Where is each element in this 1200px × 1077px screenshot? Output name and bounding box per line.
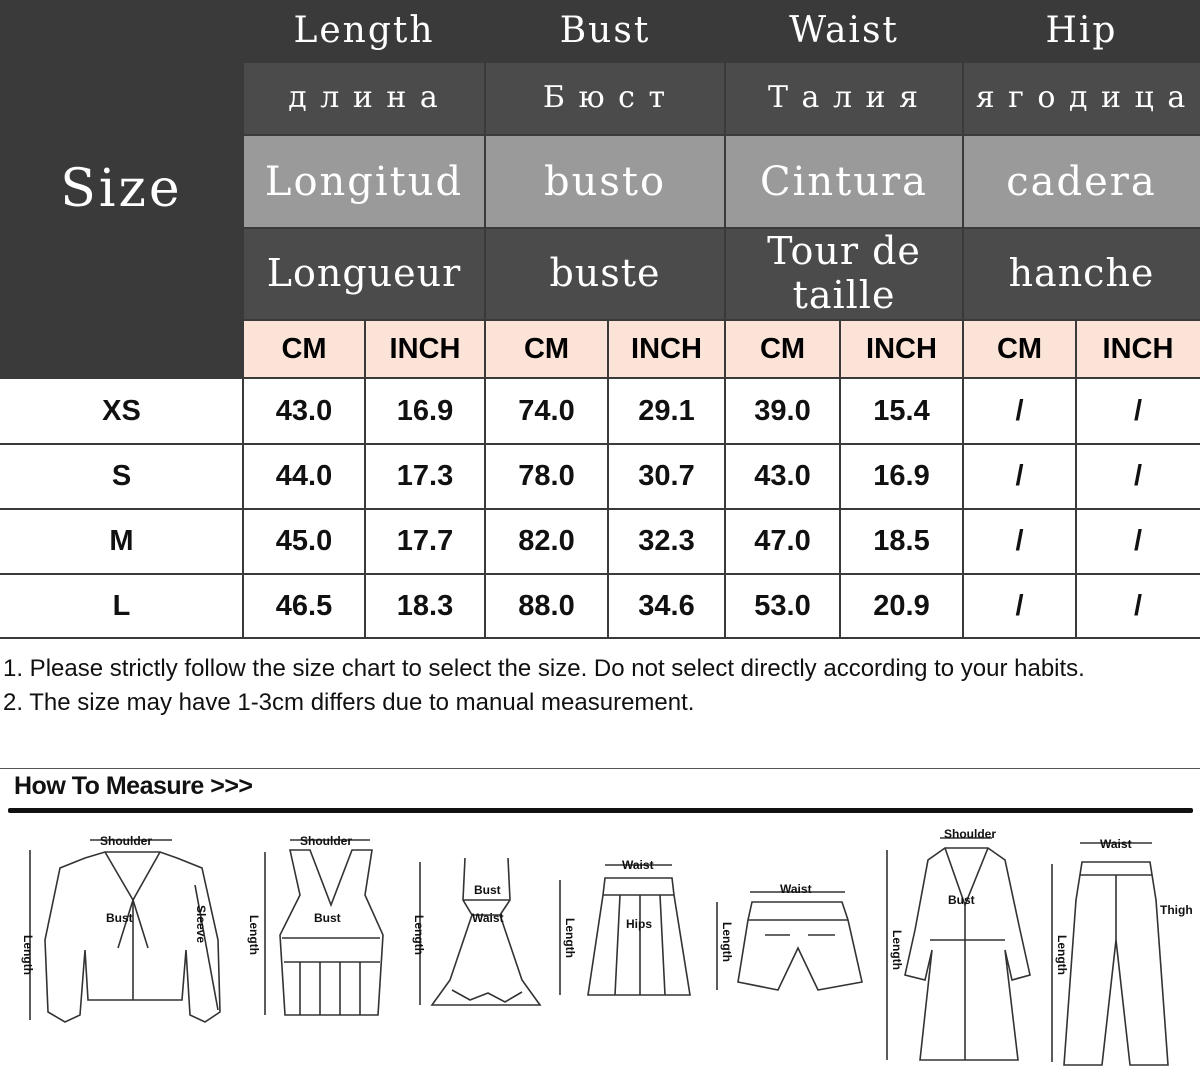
measurement-cell: 46.5 (243, 574, 365, 638)
grid-line (0, 508, 1200, 510)
vest-illustration (280, 850, 383, 1015)
dress-waist-label: Waist (472, 911, 504, 925)
coat-illustration (905, 848, 1030, 1060)
blouse-sleeve-label: Sleeve (194, 905, 208, 944)
size-cell: M (0, 509, 243, 574)
dress-illustration (432, 858, 540, 1005)
coat-length-label: Length (890, 930, 904, 970)
measurement-cell: / (1076, 444, 1200, 509)
measurement-cell: / (1076, 378, 1200, 444)
measurement-cell: 17.3 (365, 444, 485, 509)
measurement-cell: / (963, 378, 1076, 444)
measurement-cell: 74.0 (485, 378, 608, 444)
how-to-measure-illustrations (0, 768, 1200, 1077)
unit-header: INCH (608, 320, 725, 378)
dress-length-label: Length (412, 915, 426, 955)
grid-line (1075, 320, 1077, 638)
measurement-cell: 53.0 (725, 574, 840, 638)
column-fr-header: buste (485, 228, 725, 320)
measurement-cell: / (1076, 574, 1200, 638)
measurement-cell: 88.0 (485, 574, 608, 638)
grid-line (0, 637, 1200, 639)
size-cell: XS (0, 378, 243, 444)
measurement-cell: 18.3 (365, 574, 485, 638)
unit-header: CM (725, 320, 840, 378)
measurement-cell: 45.0 (243, 509, 365, 574)
size-header: Size (0, 0, 243, 378)
jeans-waist-label: Waist (1100, 837, 1132, 851)
grid-line (243, 61, 1200, 63)
column-fr-header: Longueur (243, 228, 485, 320)
measurement-cell: 43.0 (243, 378, 365, 444)
unit-header: INCH (1076, 320, 1200, 378)
grid-line (607, 320, 609, 638)
vest-length-label: Length (247, 915, 261, 955)
measurement-cell: 20.9 (840, 574, 963, 638)
skirt-illustration (588, 878, 690, 995)
skirt-waist-label: Waist (622, 858, 654, 872)
column-es-header: cadera (963, 135, 1200, 228)
size-cell: L (0, 574, 243, 638)
jeans-thigh-label: Thigh (1160, 903, 1193, 917)
vest-bust-label: Bust (314, 911, 341, 925)
column-en-header: Hip (963, 0, 1200, 62)
note-1: 1. Please strictly follow the size chart to select the size. Do not select directly according to your habits. (3, 655, 1085, 682)
grid-line (0, 443, 1200, 445)
measurement-cell: 32.3 (608, 509, 725, 574)
measurement-cell: 82.0 (485, 509, 608, 574)
measurement-cell: / (1076, 509, 1200, 574)
jeans-illustration (1064, 862, 1168, 1065)
jeans-length-label: Length (1055, 935, 1069, 975)
how-to-measure-title: How To Measure >>> (14, 772, 253, 800)
unit-header: CM (485, 320, 608, 378)
note-2: 2. The size may have 1-3cm differs due to manual measurement. (3, 689, 695, 716)
grid-line (839, 320, 841, 638)
coat-bust-label: Bust (948, 893, 975, 907)
blouse-length-label: Length (21, 935, 35, 975)
measurement-cell: 43.0 (725, 444, 840, 509)
unit-header: CM (243, 320, 365, 378)
column-fr-header: hanche (963, 228, 1200, 320)
grid-line (364, 320, 366, 638)
column-ru-header: д л и н а (243, 62, 485, 135)
shorts-illustration (738, 902, 862, 990)
unit-header: INCH (365, 320, 485, 378)
column-en-header: Length (243, 0, 485, 62)
measurement-cell: 18.5 (840, 509, 963, 574)
measurement-cell: 16.9 (365, 378, 485, 444)
unit-header: INCH (840, 320, 963, 378)
column-fr-header: Tour de taille (725, 228, 963, 320)
grid-line (243, 227, 1200, 229)
measurement-cell: 78.0 (485, 444, 608, 509)
column-ru-header: я г о д и ц а (963, 62, 1200, 135)
grid-line (0, 377, 1200, 379)
column-es-header: Longitud (243, 135, 485, 228)
size-cell: S (0, 444, 243, 509)
skirt-hips-label: Hips (626, 917, 653, 931)
skirt-length-label: Length (563, 918, 577, 958)
measurement-cell: 30.7 (608, 444, 725, 509)
column-ru-header: Т а л и я (725, 62, 963, 135)
column-ru-header: Б ю с т (485, 62, 725, 135)
measurement-cell: 15.4 (840, 378, 963, 444)
blouse-bust-label: Bust (106, 911, 133, 925)
blouse-illustration (45, 852, 220, 1022)
column-es-header: busto (485, 135, 725, 228)
measurement-cell: 16.9 (840, 444, 963, 509)
measurement-cell: / (963, 574, 1076, 638)
vest-shoulder-label: Shoulder (300, 834, 353, 848)
shorts-waist-label: Waist (780, 882, 812, 896)
unit-header: CM (963, 320, 1076, 378)
measurement-cell: 29.1 (608, 378, 725, 444)
measurement-cell: 34.6 (608, 574, 725, 638)
measurement-cell: 44.0 (243, 444, 365, 509)
blouse-shoulder-label: Shoulder (100, 834, 153, 848)
coat-shoulder-label: Shoulder (944, 827, 997, 841)
grid-line (243, 319, 1200, 321)
measurement-cell: / (963, 509, 1076, 574)
column-es-header: Cintura (725, 135, 963, 228)
size-notes (3, 652, 1193, 720)
measurement-cell: 17.7 (365, 509, 485, 574)
grid-line (0, 573, 1200, 575)
column-en-header: Waist (725, 0, 963, 62)
shorts-length-label: Length (720, 922, 734, 962)
grid-line (243, 134, 1200, 136)
measurement-cell: 39.0 (725, 378, 840, 444)
measurement-cell: 47.0 (725, 509, 840, 574)
dress-bust-label: Bust (474, 883, 501, 897)
column-en-header: Bust (485, 0, 725, 62)
measurement-cell: / (963, 444, 1076, 509)
